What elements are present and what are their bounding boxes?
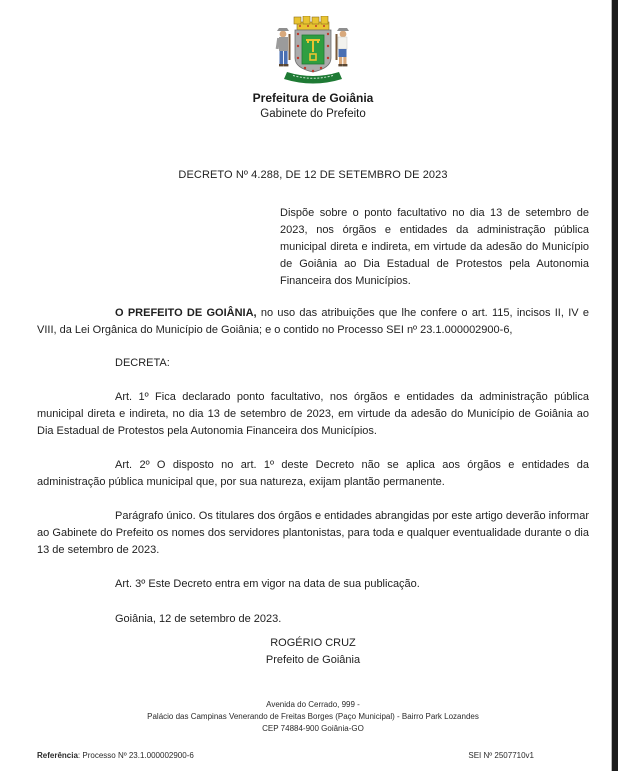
article-2: Art. 2º O disposto no art. 1º deste Decreto não se aplica aos órgãos e entidades da administração pública municipal que, por sua natureza, exijam plantão permanente. [37,459,589,488]
reference-row [37,751,589,760]
header [37,16,589,89]
preamble-text: no uso das atribuições que lhe confere o art. 115, incisos II, IV e VIII, da Lei Orgânica do Município de Goiânia; e o contido no Processo SEI nº 23.1.000002900-6, [37,307,589,336]
article-1: Art. 1º Fica declarado ponto facultativo, nos órgãos e entidades da administração pública municipal direta e indireta, no dia 13 de setembro de 2023, em virtude da adesão do Município de Goiânia ao Dia Estadual de Protestos pela Autonomia Financeira dos Municípios. [37,391,589,437]
sole-paragraph: Parágrafo único. Os titulares dos órgãos e entidades abrangidas por este artigo deverão informar ao Gabinete do Prefeito os nomes dos servidores plantonistas, para toda e qualquer eventualidade durante o dia 13 de setembro de 2023. [37,510,589,556]
reference-label: Referência [37,751,78,760]
address-line-2: Palácio das Campinas Venerando de Freitas Borges (Paço Municipal) - Bairro Park Lozandes [147,712,479,721]
decree-preamble [37,305,589,339]
sei-number: SEI Nº 2507710v1 [468,751,534,760]
signature-name: ROGÉRIO CRUZ [270,637,356,649]
org-name: Prefeitura de Goiânia [252,91,374,105]
article-3: Art. 3º Este Decreto entra em vigor na data de sua publicação. [115,578,420,590]
decree-title: DECRETO Nº 4.288, DE 12 DE SETEMBRO DE 2023 [178,169,448,181]
dateline: Goiânia, 12 de setembro de 2023. [115,613,282,625]
signature-role: Prefeito de Goiânia [265,654,361,666]
address-line-1: Avenida do Cerrado, 999 - [266,700,360,709]
footer-address [37,699,589,735]
reference-value: : Processo Nº 23.1.000002900-6 [77,751,194,760]
goiania-coat-of-arms-icon [267,16,359,84]
decree-summary: Dispõe sobre o ponto facultativo no dia 13 de setembro de 2023, nos órgãos e entidades da administração pública municipal direta e indireta, em virtude da adesão do Município de Goiânia ao Dia Estadual de Protestos pela Autonomia Financeira dos Municípios. [280,207,589,287]
address-line-3: CEP 74884-900 Goiânia-GO [262,724,364,733]
org-unit: Gabinete do Prefeito [260,108,366,120]
window-edge [611,0,618,771]
preamble-authority: O PREFEITO DE GOIÂNIA, [115,307,257,319]
reference [37,751,194,760]
decreta-heading: DECRETA: [115,357,170,369]
